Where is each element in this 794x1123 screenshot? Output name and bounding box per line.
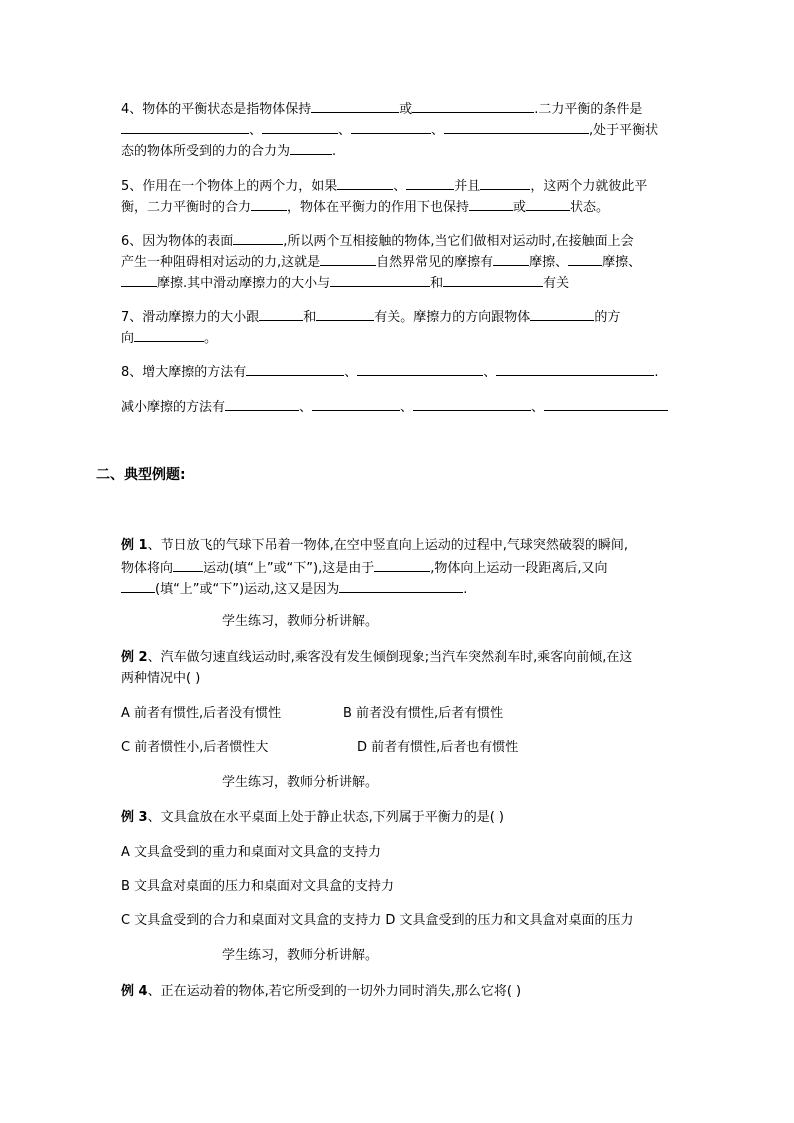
teacher-note: 学生练习，教师分析讲解。: [222, 775, 379, 790]
blank: [544, 396, 668, 411]
blank: [330, 272, 430, 287]
q7-line-2: 向 。: [121, 327, 217, 349]
blank: [337, 175, 393, 190]
q6-line-1: 6、因为物体的表面 ,所以两个互相接触的物体,当它们做相对运动时,在接触面上会: [121, 230, 634, 252]
q5-line-1: 5、作用在一个物体上的两个力，如果 、 并且 ，这两个力就彼此平: [121, 175, 647, 197]
blank: [526, 196, 570, 211]
blank: [320, 251, 376, 266]
blank: [225, 396, 299, 411]
blank: [339, 578, 463, 593]
q8-line-2: 减小摩擦的方法有 、 、 、: [121, 396, 668, 418]
blank: [262, 119, 338, 134]
ex2-option-c: C 前者惯性小,后者惯性大: [121, 740, 269, 755]
blank: [312, 396, 400, 411]
blank: [413, 396, 531, 411]
q8-line-1: 8、增大摩擦的方法有 、 、 .: [121, 361, 658, 383]
ex1-line-3: (填“上”或“下”)运动,这又是因为 .: [121, 578, 467, 600]
blank: [444, 119, 589, 134]
blank: [568, 251, 602, 266]
blank: [493, 251, 529, 266]
blank: [311, 98, 399, 113]
q4-line-1: 4、物体的平衡状态是指物体保持 或 .二力平衡的条件是: [121, 98, 642, 120]
blank: [530, 306, 594, 321]
blank: [351, 119, 431, 134]
q4-line-3: 态的物体所受到的力的合力为 .: [121, 140, 336, 162]
blank: [480, 175, 530, 190]
ex2-option-b: B 前者没有惯性,后者有惯性: [343, 706, 504, 721]
ex3-line-1: 例 3、文具盒放在水平桌面上处于静止状态,下列属于平衡力的是( ): [121, 810, 504, 825]
blank: [374, 557, 430, 572]
blank: [134, 327, 204, 342]
teacher-note: 学生练习，教师分析讲解。: [222, 948, 379, 963]
ex1-line-1: 例 1、节日放飞的气球下吊着一物体,在空中竖直向上运动的过程中,气球突然破裂的瞬间,: [121, 538, 628, 553]
q4-line-2: 、 、 、 ,处于平衡状: [121, 119, 658, 141]
blank: [121, 119, 249, 134]
blank: [121, 578, 155, 593]
q7-line-1: 7、滑动摩擦力的大小跟 和 有关。摩擦力的方向跟物体 的方: [121, 306, 620, 328]
ex2-line-2: 两种情况中( ): [121, 671, 201, 686]
blank: [173, 557, 203, 572]
blank: [412, 98, 534, 113]
ex2-option-a: A 前者有惯性,后者没有惯性: [121, 706, 282, 721]
q6-line-2: 产生一种阻碍相对运动的力,这就是 自然界常见的摩擦有 摩擦、 摩擦、: [121, 251, 641, 273]
blank: [469, 196, 513, 211]
ex2-option-d: D 前者有惯性,后者也有惯性: [357, 740, 519, 755]
blank: [246, 361, 344, 376]
blank: [251, 196, 287, 211]
blank: [233, 230, 283, 245]
ex3-option-a: A 文具盒受到的重力和桌面对文具盒的支持力: [121, 845, 382, 860]
blank: [259, 306, 303, 321]
blank: [357, 361, 483, 376]
blank: [443, 272, 543, 287]
blank: [316, 306, 374, 321]
q5-line-2: 衡，二力平衡时的合力 ，物体在平衡力的作用下也保持 或 状态。: [121, 196, 609, 218]
blank: [406, 175, 454, 190]
q6-line-3: 摩擦.其中滑动摩擦力的大小与 和 有关: [121, 272, 569, 294]
blank: [290, 140, 332, 155]
blank: [121, 272, 157, 287]
blank: [496, 361, 654, 376]
ex1-line-2: 物体将向 运动(填“上”或“下”),这是由于 ,物体向上运动一段距离后,又向: [121, 557, 608, 579]
ex4-line-1: 例 4、正在运动着的物体,若它所受到的一切外力同时消失,那么它将( ): [121, 984, 522, 999]
ex2-line-1: 例 2、汽车做匀速直线运动时,乘客没有发生倾倒现象;当汽车突然刹车时,乘客向前倾,在这: [121, 650, 633, 665]
section-heading: 二、典型例题:: [96, 467, 186, 483]
ex3-option-b: B 文具盒对桌面的压力和桌面对文具盒的支持力: [121, 879, 395, 894]
teacher-note: 学生练习，教师分析讲解。: [222, 614, 379, 629]
ex3-option-cd: C 文具盒受到的合力和桌面对文具盒的支持力 D 文具盒受到的压力和文具盒对桌面的压力: [121, 913, 634, 928]
